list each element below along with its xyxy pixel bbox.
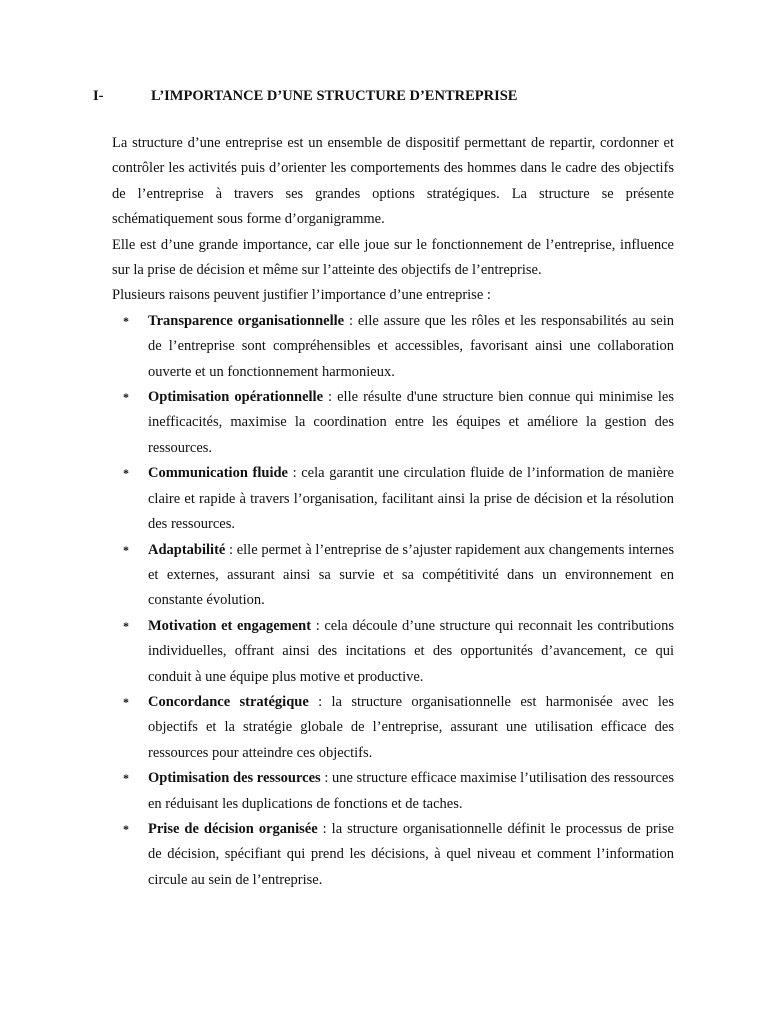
section-body [112, 131, 674, 893]
list-item-term: Optimisation des ressources [148, 770, 321, 787]
reasons-list [112, 309, 674, 893]
bullet-asterisk-icon: * [123, 466, 129, 481]
list-item-text: : elle assure que les rôles et les responsabilités au sein de l’entreprise sont compréhensibles et accessibles, favorisant ainsi une collaboration ouverte et un fonctionnement harmonieux. [148, 312, 675, 380]
bullet-asterisk-icon: * [123, 542, 129, 557]
bullet-asterisk-icon: * [123, 618, 129, 633]
list-item-text: : cela découle d’une structure qui reconnait les contributions individuelles, offrant ainsi des incitations et des opportunités d’avancement, ce qui conduit à une équipe plus motive et productive. [148, 617, 674, 685]
list-item [112, 766, 674, 817]
list-item [112, 817, 674, 893]
section-heading [93, 86, 517, 106]
bullet-asterisk-icon: * [123, 694, 129, 709]
list-item [112, 690, 674, 766]
list-item [112, 538, 674, 614]
section-title: L’IMPORTANCE D’UNE STRUCTURE D’ENTREPRISE [151, 88, 518, 104]
reasons-lead-paragraph: Plusieurs raisons peuvent justifier l’importance d’une entreprise : [112, 287, 491, 304]
bullet-asterisk-icon: * [123, 313, 129, 328]
list-item-text: : cela garantit une circulation fluide de l’information de manière claire et rapide à travers l’organisation, facilitant ainsi la prise de décision et la résolution des ressources. [148, 465, 674, 533]
list-item-term: Adaptabilité [148, 541, 226, 558]
list-item-term: Motivation et engagement [148, 617, 312, 634]
bullet-asterisk-icon: * [123, 390, 129, 405]
list-item-term: Prise de décision organisée [148, 820, 318, 837]
list-item-term: Optimisation opérationnelle [148, 389, 324, 406]
list-item-term: Communication fluide [148, 465, 288, 482]
list-item-term: Transparence organisationnelle [148, 312, 345, 329]
list-item [112, 614, 674, 690]
list-item-text: : elle permet à l’entreprise de s’ajuster rapidement aux changements internes et externes, assurant ainsi sa survie et sa compétitivité dans un environnement en constante évolution. [148, 541, 674, 609]
list-item-text: : la structure organisationnelle définit le processus de prise de décision, spécifiant qui prend les décisions, à quel niveau et comment l’information circule au sein de l’entreprise. [148, 820, 674, 888]
list-item-text: : la structure organisationnelle est harmonisée avec les objectifs et la stratégie globale de l’entreprise, assurant une utilisation efficace des ressources pour atteindre ces objectifs. [148, 693, 674, 761]
bullet-asterisk-icon: * [123, 771, 129, 786]
list-item-text: : une structure efficace maximise l’utilisation des ressources en réduisant les duplications de fonctions et de taches. [148, 770, 674, 812]
list-item-term: Concordance stratégique [148, 693, 309, 710]
importance-paragraph: Elle est d’une grande importance, car elle joue sur le fonctionnement de l’entreprise, influence sur la prise de décision et même sur l’atteinte des objectifs de l’entreprise. [112, 236, 674, 279]
bullet-asterisk-icon: * [123, 821, 129, 836]
list-item [112, 309, 674, 385]
list-item [112, 385, 674, 461]
list-item-text: : elle résulte d'une structure bien connue qui minimise les inefficacités, maximise la coordination entre les équipes et améliore la gestion des ressources. [148, 389, 674, 456]
list-item [112, 461, 674, 537]
section-number: I- [93, 88, 104, 104]
intro-paragraph: La structure d’une entreprise est un ensemble de dispositif permettant de repartir, cordonner et contrôler les activités puis d’orienter les comportements des hommes dans le cadre des objectifs de l’entreprise à travers ses grandes options stratégiques. La structure se présente schématiquement sous forme d’organigramme. [112, 135, 674, 228]
